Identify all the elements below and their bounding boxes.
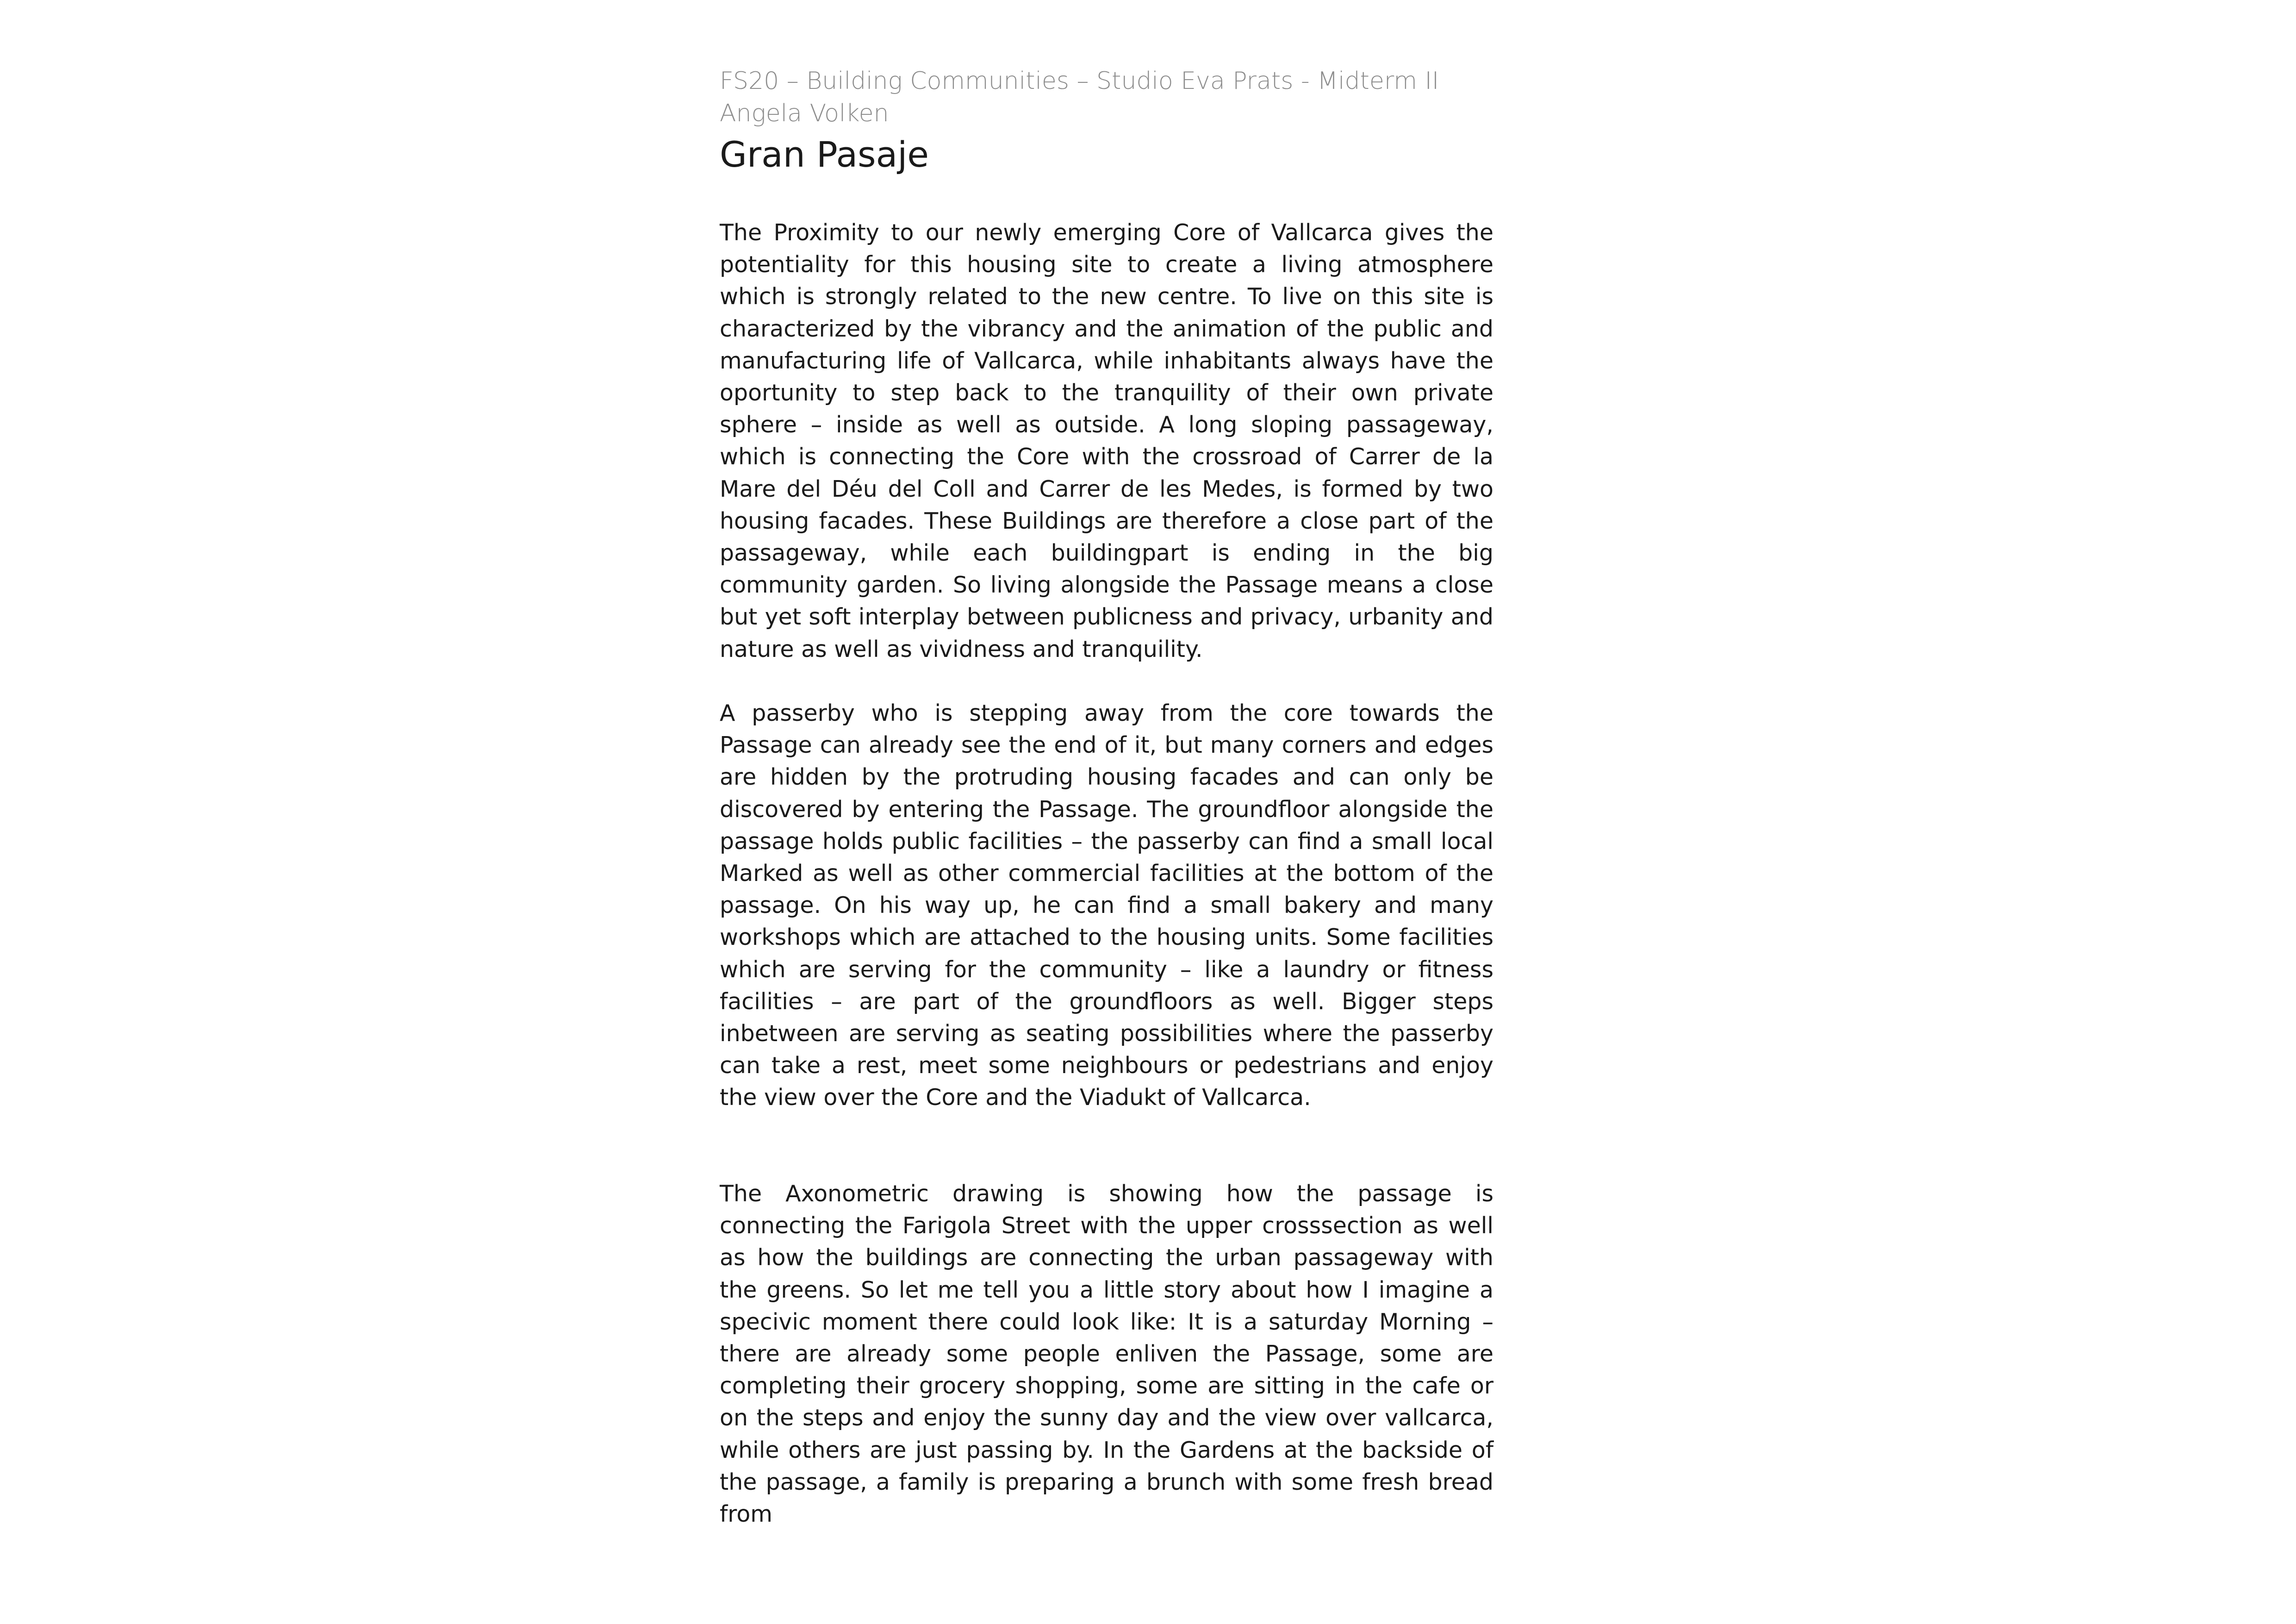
author-name: Angela Volken [720,100,889,127]
text-column [720,65,1493,1528]
paragraph-intro: The Proximity to our newly emerging Core of Vallcarca gives the potentiality for this housing site to create a living atmosphere which is strongly related to the new centre. To live on this site is characterized by the vibrancy and the animation of the public and manufacturing life of Vallcarca, while inhabitants always have the oportunity to step back to the tranquility of their own private sphere – inside as well as outside. A long sloping passageway, which is connecting the Core with the crossroad of Carrer de la Mare del Déu del Coll and Carrer de les Medes, is formed by two housing facades. These Buildings are therefore a close part of the passageway, while each buildingpart is ending in the big community garden. So living alongside the Passage means a close but yet soft interplay between publicness and privacy, urbanity and nature as well as vividness and tranquility. [720,219,1493,662]
paragraph-passerby: A passerby who is stepping away from the core towards the Passage can already see the end of it, but many corners and edges are hidden by the protruding housing facades and can only be discovered by entering the Passage. The groundfloor alongside the passage holds public facilities – the passerby can find a small local Marked as well as other commercial facilities at the bottom of the passage. On his way up, he can find a small bakery and many workshops which are attached to the housing units. Some facilities which are serving for the community – like a laundry or fitness facilities – are part of the groundfloors as well. Bigger steps inbetween are serving as seating possibilities where the passerby can take a rest, meet some neighbours or pedestrians and enjoy the view over the Core and the Viadukt of Vallcarca. [720,700,1493,1111]
document-title: Gran Pasaje [720,134,929,175]
course-header: FS20 – Building Communities – Studio Eva Prats - Midterm II [720,67,1439,95]
paragraph-axonometric: The Axonometric drawing is showing how the passage is connecting the Farigola Street with the upper crosssection as well as how the buildings are connecting the urban passageway with the greens. So let me tell you a little story about how I imagine a specivic moment there could look like: It is a saturday Morning – there are already some people enliven the Passage, some are completing their grocery shopping, some are sitting in the cafe or on the steps and enjoy the sunny day and the view over vallcarca, while others are just passing by. In the Gardens at the backside of the passage, a family is preparing a brunch with some fresh bread from [720,1181,1493,1528]
